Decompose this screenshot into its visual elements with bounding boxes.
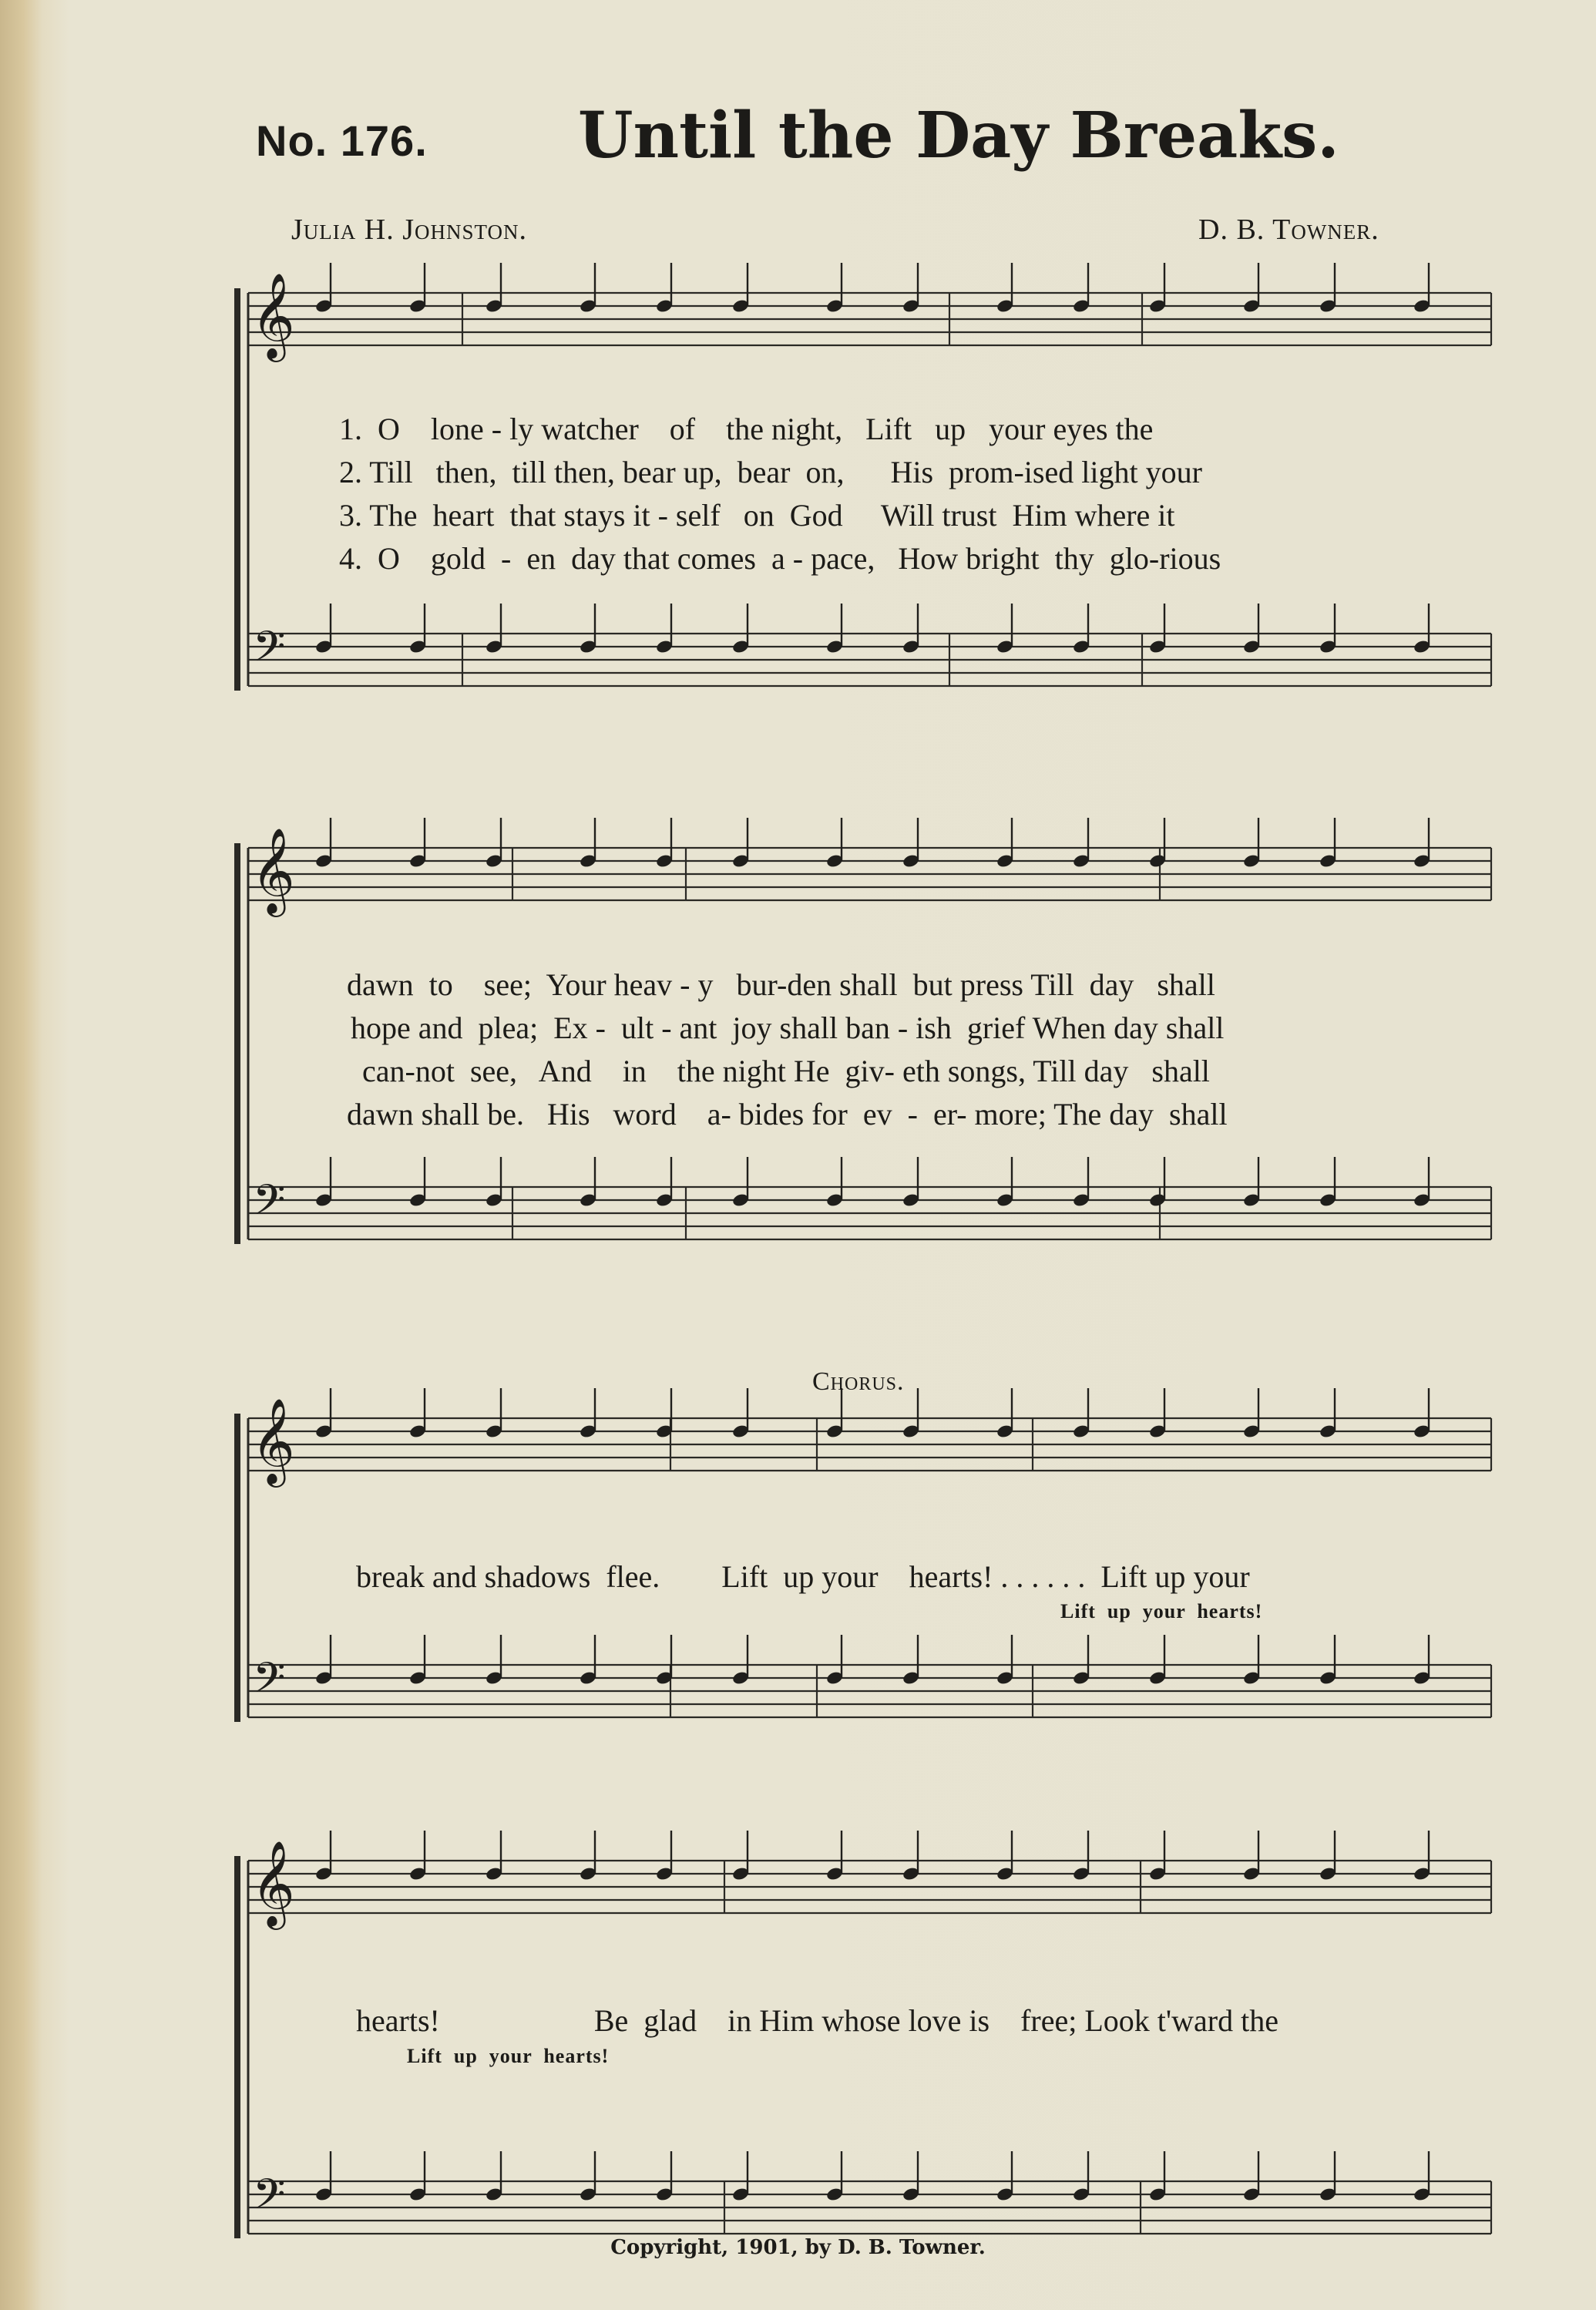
svg-text:𝄢: 𝄢 — [253, 2170, 286, 2229]
chorus-label: Chorus. — [812, 1367, 905, 1396]
svg-text:𝄞: 𝄞 — [251, 827, 295, 913]
verse-4-line-1: 4. O gold - en day that comes a - pace, How bright thy glo-rious — [339, 541, 1221, 576]
verse-4-line-2: dawn shall be. His word a- bides for ev - er- more; The day shall — [347, 1097, 1228, 1131]
staff-lines — [248, 293, 1491, 2234]
copyright-notice: Copyright, 1901, by D. B. Towner. — [610, 2236, 986, 2259]
chorus-response-2: Lift up your hearts! — [407, 2045, 610, 2067]
svg-text:𝄢: 𝄢 — [253, 622, 286, 681]
svg-text:𝄞: 𝄞 — [251, 1840, 295, 1926]
svg-text:𝄞: 𝄞 — [251, 1397, 295, 1484]
verse-2-line-2: hope and plea; Ex - ult - ant joy shall ban - ish grief When day shall — [351, 1010, 1225, 1045]
clefs — [251, 272, 295, 2229]
chorus-lyric-2: hearts! Be glad in Him whose love is free; Look t'ward the — [356, 2003, 1278, 2038]
lyricist-credit: Julia H. Johnston. — [291, 214, 528, 246]
svg-text:𝄞: 𝄞 — [251, 272, 295, 358]
verse-2-line-1: 2. Till then, till then, bear up, bear on, His prom-ised light your — [339, 455, 1202, 489]
hymn-title: Until the Day Breaks. — [578, 99, 1339, 173]
hymn-number: No. 176. — [256, 116, 428, 165]
svg-text:𝄢: 𝄢 — [253, 1653, 286, 1713]
system-brackets — [234, 288, 240, 2238]
verse-3-line-2: can-not see, And in the night He giv- eth songs, Till day shall — [362, 1054, 1210, 1088]
svg-text:𝄢: 𝄢 — [253, 1175, 286, 1235]
chorus-lyric-1: break and shadows flee. Lift up your hearts! . . . . . . Lift up your — [356, 1559, 1250, 1594]
verse-1-line-1: 1. O lone - ly watcher of the night, Lift up your eyes the — [339, 412, 1154, 446]
composer-credit: D. B. Towner. — [1198, 214, 1379, 246]
verse-1-line-2: dawn to see; Your heav - y bur-den shall but press Till day shall — [347, 967, 1215, 1002]
verse-3-line-1: 3. The heart that stays it - self on God Will trust Him where it — [339, 498, 1175, 533]
chorus-response-1: Lift up your hearts! — [1060, 1600, 1263, 1622]
